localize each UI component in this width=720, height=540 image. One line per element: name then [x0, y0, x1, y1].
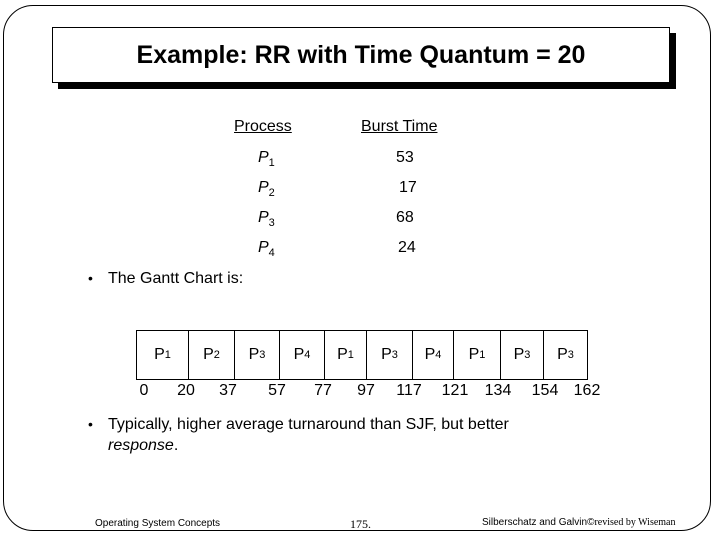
gantt-cell: P 3 [367, 331, 413, 379]
bullet-icon: • [88, 416, 93, 432]
gantt-cell: P 3 [557, 346, 574, 363]
gantt-cell: P 1 [454, 331, 501, 379]
gantt-cell: P 4 [280, 331, 325, 379]
gantt-tick: 57 [268, 382, 286, 399]
table-row-burst: 53 [396, 149, 414, 166]
gantt-chart [136, 330, 588, 380]
gantt-tick: 117 [396, 382, 422, 399]
table-row-process: $P_3$ [258, 209, 275, 230]
header-burst-time: Burst Time [361, 118, 438, 135]
footer-authors: Silberschatz and Galvin©revised by Wiseman [482, 517, 676, 528]
gantt-tick: 37 [219, 382, 237, 399]
table-row-process: $P_2$ [258, 179, 275, 200]
gantt-cell: P 1 [325, 331, 367, 379]
gantt-cell: P 4 [413, 331, 454, 379]
gantt-tick: 162 [573, 382, 601, 399]
bullet-icon: • [88, 270, 93, 286]
gantt-tick: 154 [531, 382, 559, 399]
footer-course: Operating System Concepts [95, 518, 221, 529]
gantt-tick: 134 [484, 382, 512, 399]
gantt-tick: 97 [357, 382, 375, 399]
title-box [52, 27, 670, 83]
table-row-burst: 17 [399, 179, 417, 196]
gantt-tick: 121 [441, 382, 469, 399]
table-row-burst: 24 [398, 239, 416, 256]
footer-page-number: 175. [350, 517, 371, 531]
gantt-cell: P 2 [189, 331, 235, 379]
gantt-cell: P 3 [501, 331, 544, 379]
header-process: Process [234, 118, 292, 135]
table-row-process: $P_4$ [258, 239, 275, 260]
table-row-process: $P_1$ [258, 149, 275, 170]
bullet-text-line1: Typically, higher average turnaround than SJF, but better [108, 416, 509, 433]
bullet-text-gantt: The Gantt Chart is: [108, 270, 244, 287]
gantt-tick: 0 [139, 382, 149, 399]
bullet-text-line2: response. [108, 437, 179, 454]
gantt-cell: P 1 [137, 331, 189, 379]
gantt-tick: 20 [177, 382, 195, 399]
gantt-tick: 77 [314, 382, 332, 399]
gantt-cell: P 3 [235, 331, 280, 379]
table-row-burst: 68 [396, 209, 414, 226]
slide-title: Example: RR with Time Quantum = 20 [136, 40, 586, 69]
